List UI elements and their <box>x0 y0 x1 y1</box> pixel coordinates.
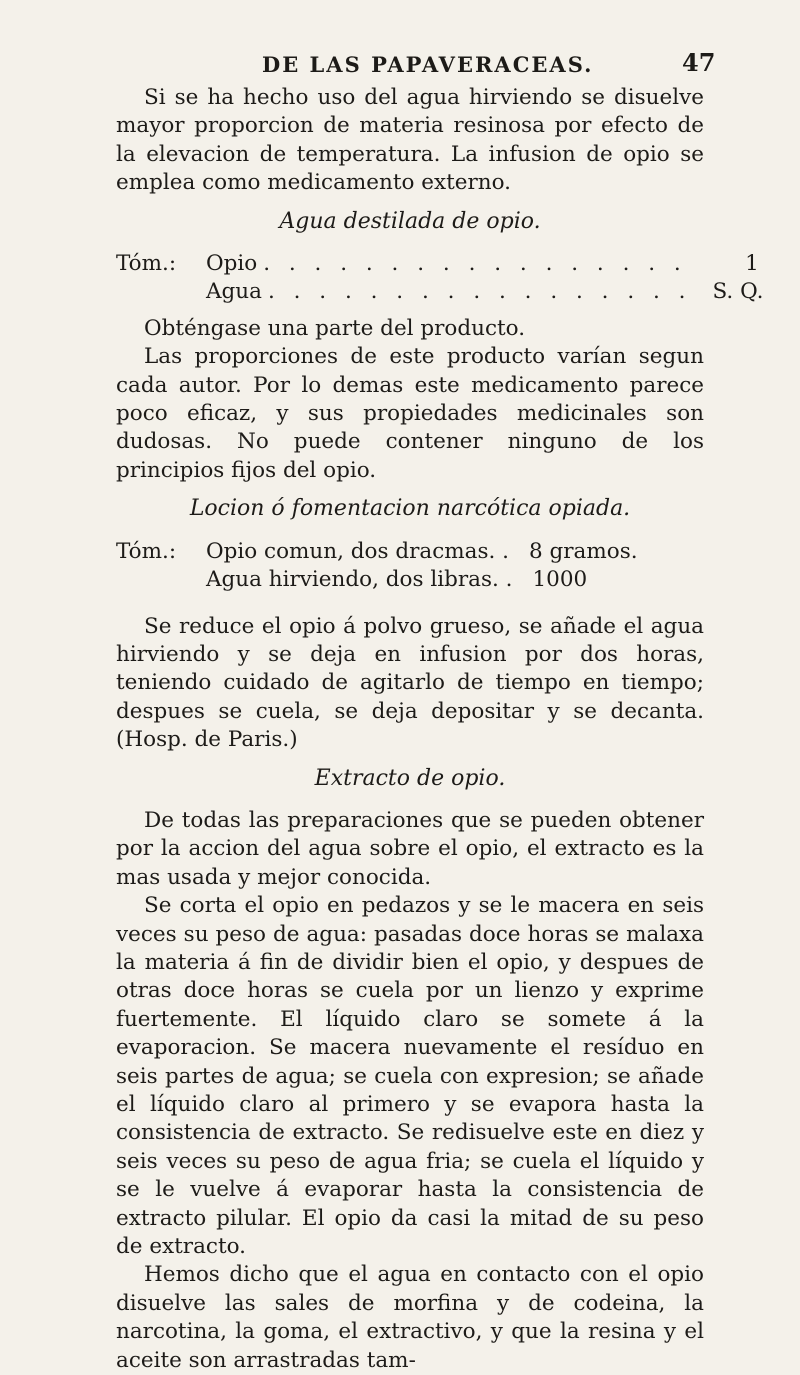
recipe-lead: Tóm.: <box>116 251 177 277</box>
leader-dots: . . . . . . . . . . . . . . . . . <box>267 279 692 305</box>
leader-dots: . . . . . . . . . . . . . . . . . <box>263 251 687 277</box>
page-body <box>116 84 764 1375</box>
ingredient-name: Opio <box>206 251 258 277</box>
section-title-extracto: Extracto de opio. <box>314 765 506 791</box>
paragraph: Se reduce el opio á polvo grueso, se añade el agua hirviendo y se deja en infusion por dos horas, teniendo cuidado de agitarlo de tiempo en tiempo; despues se cuela, se deja depositar y se decanta. (Hosp. de Paris.) <box>116 613 704 753</box>
page-number: 47 <box>682 48 716 77</box>
paragraph: Las proporciones de este producto varían segun cada autor. Por lo demas este medicamento parece poco eficaz, y sus propiedades medicinales son dudosas. No puede contener ninguno de los principios fijos del opio. <box>116 344 704 483</box>
recipe-agua-destilada <box>116 250 764 307</box>
recipe-row <box>116 250 759 278</box>
section-title-locion: Locion ó fomentacion narcótica opiada. <box>189 496 631 522</box>
ingredient-name: Opio comun, dos dracmas. . <box>206 538 509 564</box>
ingredient-quantity: 8 gramos. <box>529 538 638 564</box>
paragraph: Hemos dicho que el agua en contacto con el opio disuelve las sales de morfina y de codeina, la narcotina, la goma, el extractivo, y que la resina y el aceite son arrastradas tam- <box>116 1262 704 1373</box>
recipe-row <box>116 278 764 306</box>
ingredient-name: Agua hirviendo, dos libras. . <box>206 567 513 593</box>
recipe-locion <box>116 538 704 595</box>
ingredient-quantity: S. Q. <box>712 279 764 305</box>
section-title-agua-destilada: Agua destilada de opio. <box>279 208 541 234</box>
paragraph: De todas las preparaciones que se pueden obtener por la accion del agua sobre el opio, el extracto es la mas usada y mejor conocida. <box>116 807 704 890</box>
recipe-lead: Tóm.: <box>116 538 177 564</box>
ingredient-name: Agua <box>206 279 262 305</box>
paragraph: Se corta el opio en pedazos y se le macera en seis veces su peso de agua: pasadas doce horas se malaxa la materia á fin de dividir bien el opio, y despues de otras doce horas se cuela por un lienzo y exprime fuertemente. El líquido claro se somete á la evaporacion. Se macera nuevamente el resíduo en seis partes de agua; se cuela con expresion; se añade el líquido claro al primero y se evapora hasta la consistencia de extracto. Se redisuelve este en diez y seis veces su peso de agua fria; se cuela el líquido y se le vuelve á evaporar hasta la consistencia de extracto pilular. El opio da casi la mitad de su peso de extracto. <box>116 893 704 1260</box>
running-head: DE LAS PAPAVERACEAS. <box>262 52 594 77</box>
ingredient-quantity: 1000 <box>532 567 588 593</box>
paragraph: Obténgase una parte del producto. <box>144 315 526 341</box>
page-header <box>0 48 800 82</box>
ingredient-quantity: 1 <box>745 251 759 277</box>
paragraph-intro: Si se ha hecho uso del agua hirviendo se disuelve mayor proporcion de materia resinosa por efecto de la elevacion de temperatura. La infusion de opio se emplea como medicamento externo. <box>116 85 704 196</box>
recipe-row <box>116 538 704 566</box>
recipe-row <box>116 566 704 594</box>
